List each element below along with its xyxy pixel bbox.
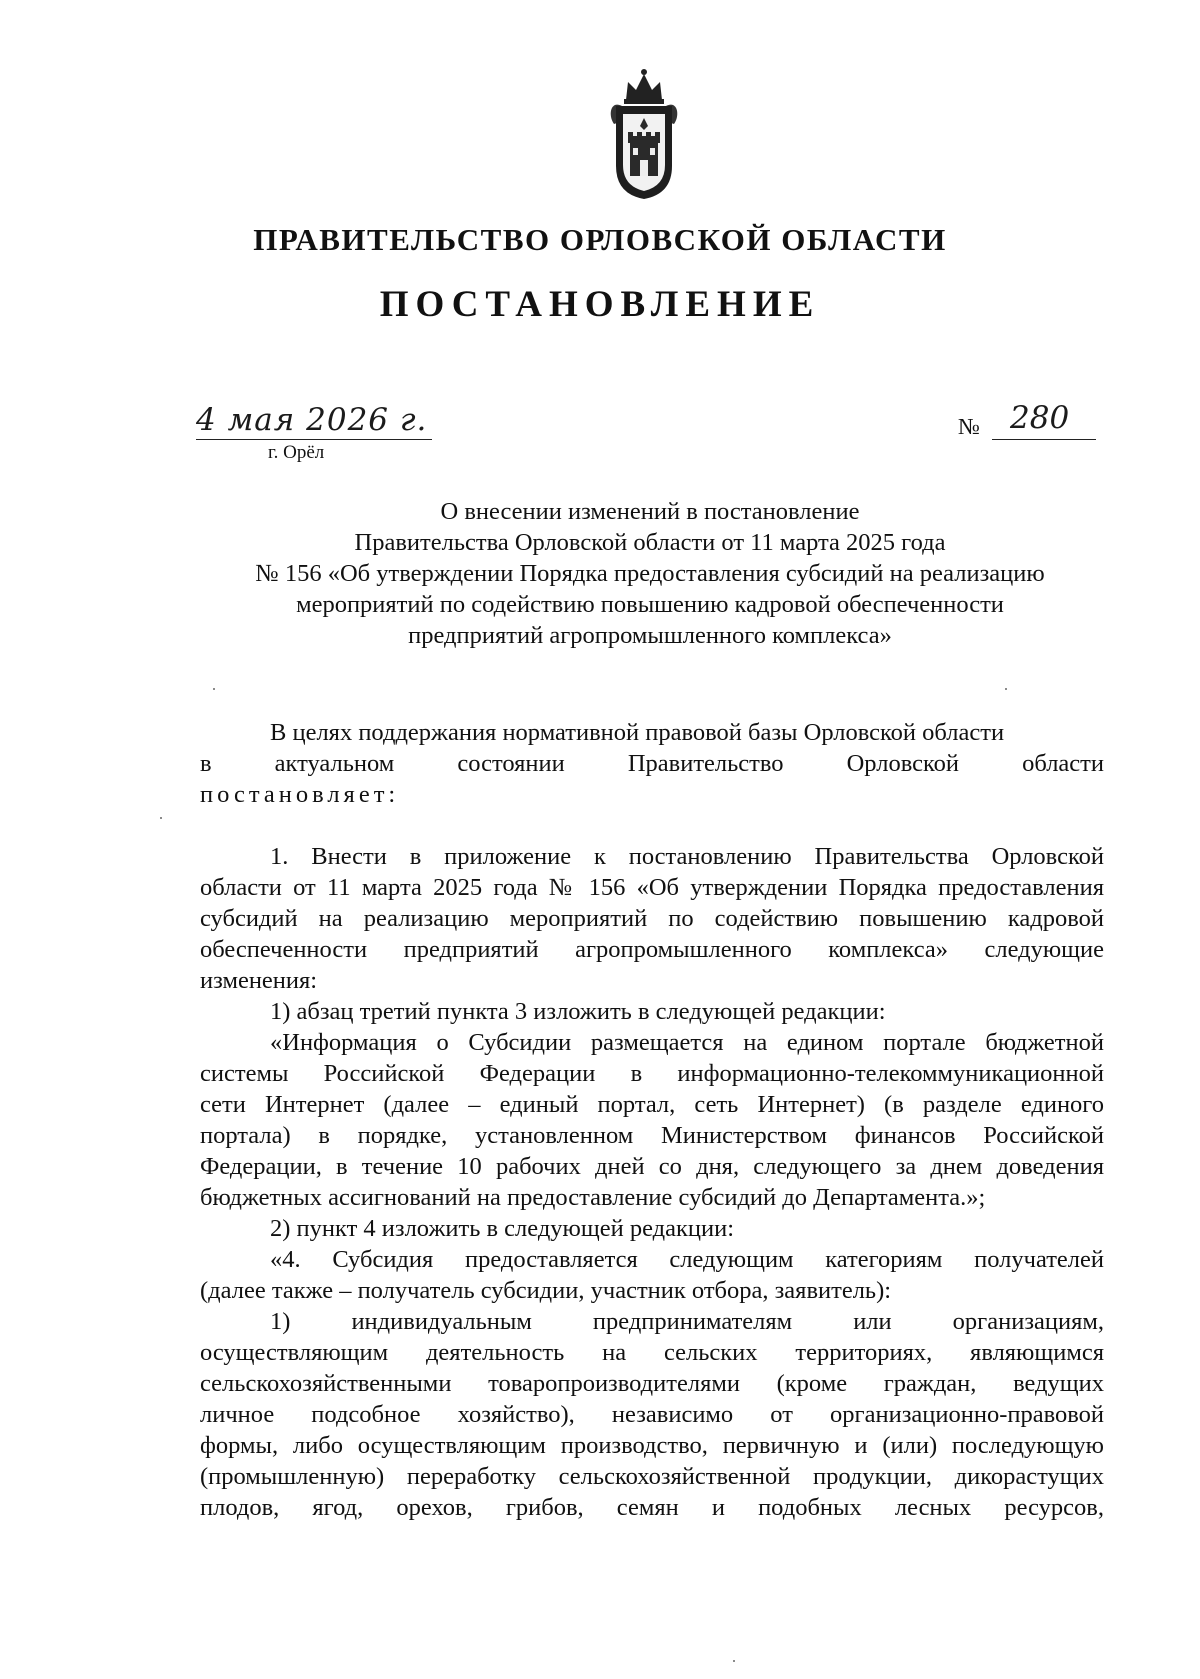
body-line: (далее также – получатель субсидии, участник отбора, заявитель):: [200, 1277, 892, 1304]
title-line: Правительства Орловской области от 11 марта 2025 года: [354, 529, 946, 556]
body-line: плодов, ягод, орехов, грибов, семян и подобных лесных ресурсов,: [200, 1494, 1104, 1521]
body-line: изменения:: [200, 967, 318, 994]
body-line: постановляет:: [200, 781, 400, 808]
body-line: портала) в порядке, установленном Министерством финансов Российской: [200, 1122, 1104, 1149]
body-line: системы Российской Федерации в информационно-телекоммуникационной: [200, 1060, 1104, 1087]
body-line: осуществляющим деятельность на сельских территориях, являющимся: [200, 1339, 1104, 1366]
scan-speck: [213, 688, 215, 690]
scan-speck: [160, 817, 162, 819]
body-line: 2) пункт 4 изложить в следующей редакции:: [270, 1215, 735, 1242]
number-sign: №: [958, 414, 980, 439]
paragraph-gap: [200, 810, 1104, 841]
title-line: мероприятий по содействию повышению кадровой обеспеченности: [296, 591, 1004, 618]
body-line: 1. Внести в приложение к постановлению Правительства Орловской: [270, 843, 1104, 870]
title-line: предприятий агропромышленного комплекса»: [408, 622, 892, 649]
body-line: «4. Субсидия предоставляется следующим категориям получателей: [270, 1246, 1104, 1273]
body-line: сети Интернет (далее – единый портал, сеть Интернет) (в разделе единого: [200, 1091, 1104, 1118]
body-line: области от 11 марта 2025 года № 156 «Об утверждении Порядка предоставления: [200, 874, 1104, 901]
body-line: «Информация о Субсидии размещается на едином портале бюджетной: [270, 1029, 1104, 1056]
body-line: субсидий на реализацию мероприятий по содействию повышению кадровой: [200, 905, 1104, 932]
number-underline: [992, 439, 1096, 440]
coat-of-arms-icon: [604, 66, 684, 201]
organization-name: ПРАВИТЕЛЬСТВО ОРЛОВСКОЙ ОБЛАСТИ: [253, 222, 947, 257]
document-type-heading: ПОСТАНОВЛЕНИЕ: [379, 284, 821, 325]
city-label: г. Орёл: [268, 442, 325, 463]
body-line: обеспеченности предприятий агропромышленного комплекса» следующие: [200, 936, 1104, 963]
body-line: формы, либо осуществляющим производство, первичную и (или) последующую: [200, 1432, 1104, 1459]
title-line: № 156 «Об утверждении Порядка предоставления субсидий на реализацию: [255, 560, 1045, 587]
body-line: 1) индивидуальным предпринимателям или организациям,: [270, 1308, 1104, 1335]
document-title: [200, 496, 1100, 651]
body-line: в актуальном состоянии Правительство Орловской области: [200, 750, 1104, 777]
handwritten-document-number: 280: [1010, 400, 1070, 436]
document-body: [200, 717, 1104, 1523]
scan-speck: [1005, 688, 1007, 690]
date-underline: [196, 439, 432, 440]
body-line: 1) абзац третий пункта 3 изложить в следующей редакции:: [270, 998, 886, 1025]
body-line: В целях поддержания нормативной правовой базы Орловской области: [270, 719, 1005, 746]
handwritten-date: 4 мая 2026 г.: [196, 402, 428, 438]
body-line: личное подсобное хозяйство), независимо от организационно-правовой: [200, 1401, 1104, 1428]
body-line: (промышленную) переработку сельскохозяйственной продукции, дикорастущих: [200, 1463, 1104, 1490]
body-line: сельскохозяйственными товаропроизводителями (кроме граждан, ведущих: [200, 1370, 1104, 1397]
title-line: О внесении изменений в постановление: [440, 498, 860, 525]
body-line: Федерации, в течение 10 рабочих дней со дня, следующего за днем доведения: [200, 1153, 1104, 1180]
scan-speck: [733, 1660, 735, 1662]
body-line: бюджетных ассигнований на предоставление субсидий до Департамента.»;: [200, 1184, 986, 1211]
